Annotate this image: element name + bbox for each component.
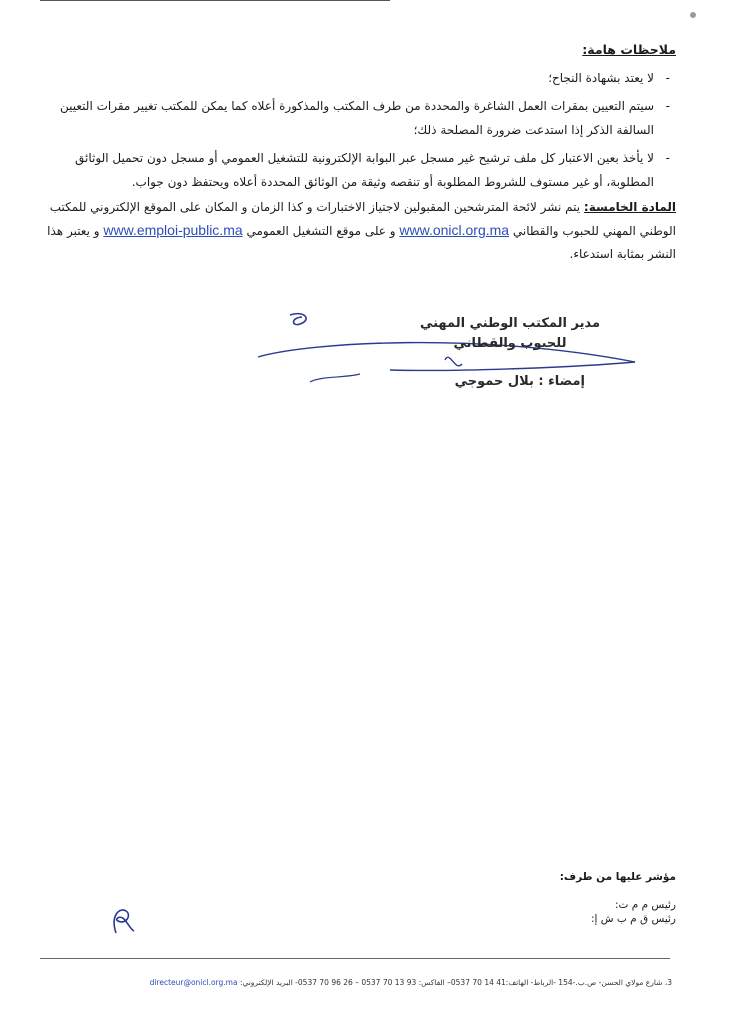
emploi-public-link[interactable]: www.emploi-public.ma (103, 222, 243, 238)
footer-email[interactable]: directeur@onicl.org.ma (149, 978, 238, 987)
signatory-title-line: مدير المكتب الوطني المهني (419, 316, 601, 331)
note-item: - لا يعتد بشهادة النجاح؛ (36, 66, 676, 90)
signatory-title-line: للحبوب والقطاني (453, 336, 567, 351)
article-five (36, 196, 676, 266)
notes-title: ملاحظات هامة: (582, 42, 676, 57)
notes-list (36, 66, 676, 194)
note-item: - لا يأخذ بعين الاعتبار كل ملف ترشيح غير مسجل عبر البوابة الإلكترونية للتشغيل العمومي أو مسجل دون تحميل الوثائق المطلوبة، أو غير مستوف للشروط المطلوبة أو تنقصه وثيقة من الوثائق المحددة أعلاه ويحتفظ دون جواب. (36, 146, 676, 194)
signatory-name: إمضاء : بلال حموجي (454, 374, 585, 389)
article-heading: المادة الخامسة: (583, 200, 676, 214)
footer-contact (32, 978, 672, 987)
visa-title: مؤشر عليها من طرف: (559, 871, 676, 883)
visa-line: رئيس ق م ب ش إ: (590, 913, 676, 925)
visa-section (560, 870, 676, 926)
visa-line: رئيس م م ت: (615, 899, 676, 911)
footer-divider (40, 958, 670, 959)
footer-address: 3، شارع مولاي الحسن- ص.ب.-154 -الرباط- الهاتف:41 14 70 0537– الفاكس: 93 13 70 0537 – 26 96 70 0537- البريد الإلكتروني: (237, 978, 672, 987)
top-divider (40, 0, 390, 1)
initials-signature-icon (108, 905, 138, 937)
important-notes-section (36, 38, 676, 198)
article-text-part: و يعتبر هذا النشر بمثابة استدعاء. (47, 224, 676, 261)
signature-block (250, 312, 640, 412)
article-text-part: و على موقع التشغيل العمومي (242, 224, 400, 238)
article-text-part: يتم نشر لائحة المترشحين المقبولين لاجتياز الاختبارات و كذا الزمان و المكان على الموقع الإلكتروني للمكتب الوطني المهني للحبوب والقطاني (49, 200, 676, 238)
scan-speck (690, 12, 696, 18)
signatory-title (390, 314, 630, 354)
onicl-website-link[interactable]: www.onicl.org.ma (399, 222, 510, 238)
note-item: - سيتم التعيين بمقرات العمل الشاغرة والمحددة من طرف المكتب والمذكورة أعلاه كما يمكن للمكتب تغيير مقرات التعيين السالفة الذكر إذا استدعت ضرورة المصلحة ذلك؛ (36, 94, 676, 142)
